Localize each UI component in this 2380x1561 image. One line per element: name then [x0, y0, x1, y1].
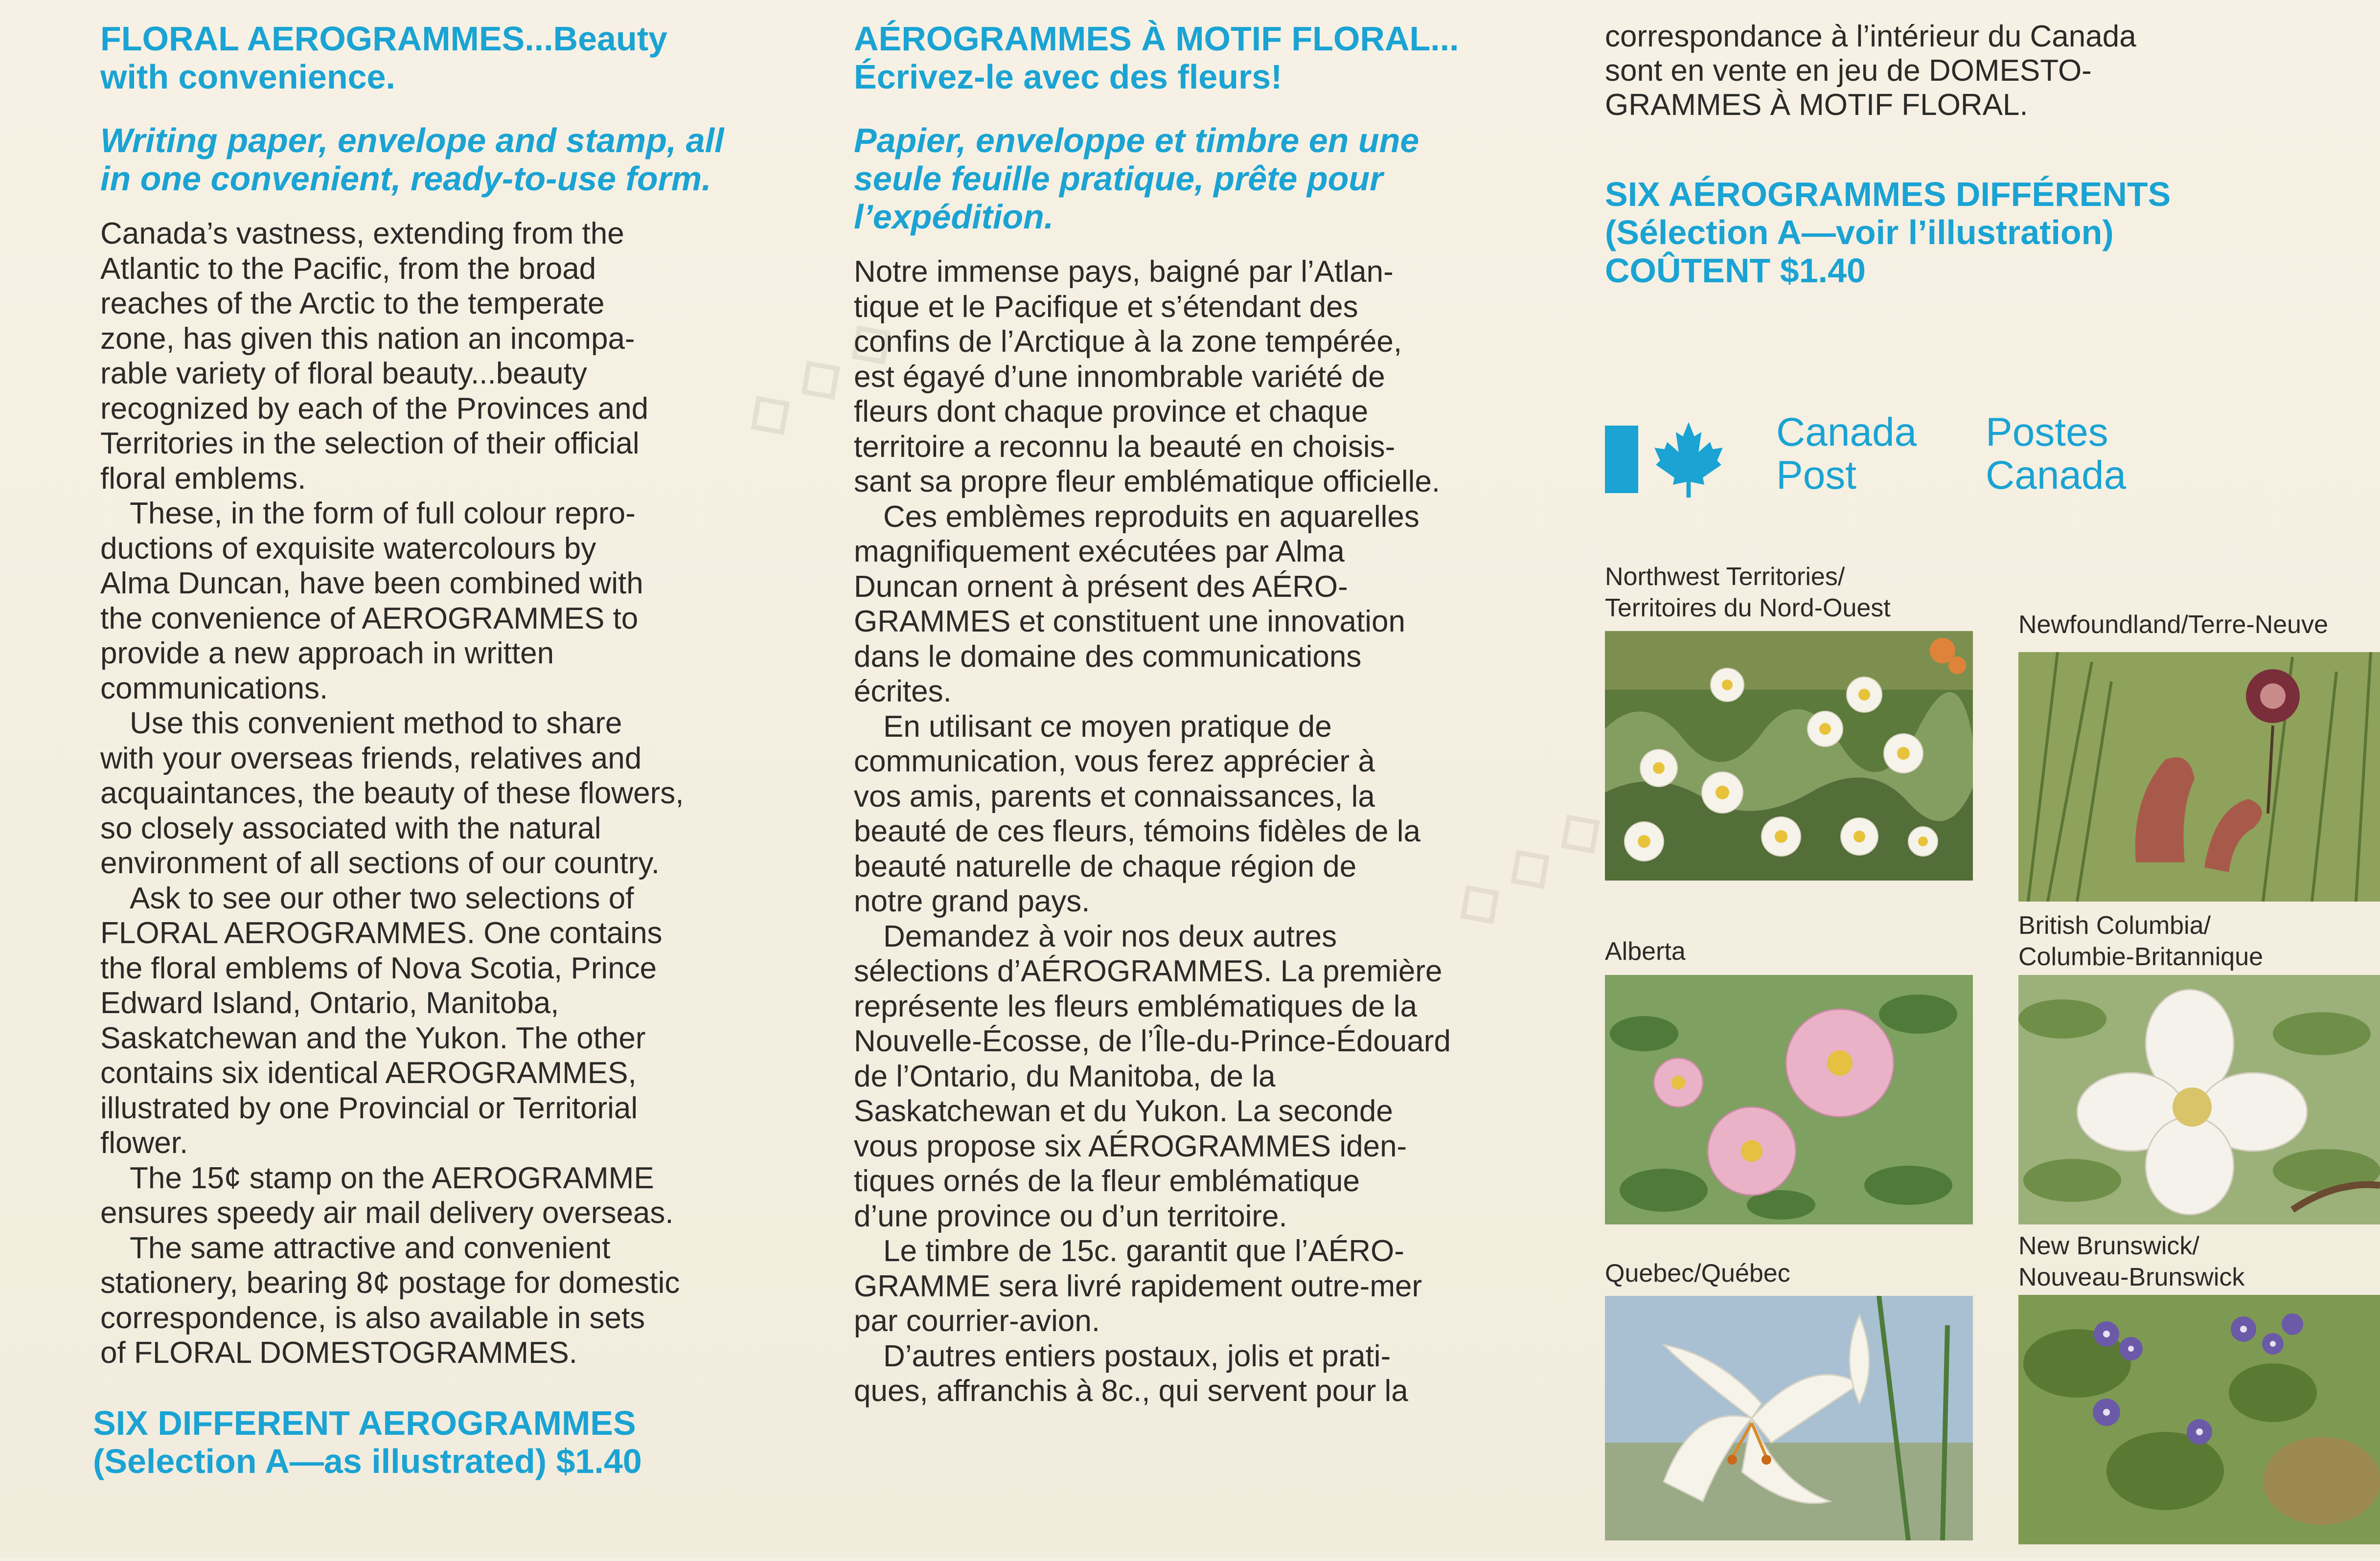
paragraph-line: Alma Duncan, have been combined with	[100, 566, 643, 600]
subheading-line: Papier, enveloppe et timbre en une	[854, 121, 1419, 159]
paragraph-line: communication, vous ferez apprécier à	[854, 745, 1375, 778]
english-column	[93, 20, 785, 1480]
paragraph-line: est égayé d’une innombrable variété de	[854, 360, 1385, 394]
subheading-line: in one convenient, ready-to-use form.	[100, 159, 711, 198]
paragraph	[100, 1231, 785, 1371]
paragraph-line: Atlantic to the Pacific, from the broad	[100, 251, 596, 286]
right-column	[1605, 20, 2380, 1291]
paragraph-line: magnifiquement exécutées par Alma	[854, 535, 1345, 568]
paragraph-line: territoire a reconnu la beauté en choisis-	[854, 430, 1396, 464]
flower-caption	[1605, 1258, 1996, 1289]
price-line: (Selection A—as illustrated) $1.40	[93, 1442, 642, 1480]
paragraph-line: floral emblems.	[100, 461, 306, 496]
paragraph-line: Territories in the selection of their official	[100, 427, 640, 460]
subheading-line: Writing paper, envelope and stamp, all	[100, 121, 724, 159]
price-line: SIX DIFFERENT AEROGRAMMES	[93, 1404, 636, 1442]
paragraph-line: Edward Island, Ontario, Manitoba,	[100, 986, 559, 1020]
paragraph-line: Use this convenient method to share	[130, 706, 622, 740]
price-line: COÛTENT $1.40	[1605, 251, 1866, 290]
paragraph-line: Ask to see our other two selections of	[130, 881, 634, 915]
flower-quebec	[1605, 1258, 1996, 1561]
paragraph	[100, 1161, 785, 1231]
paragraph-line: représente les fleurs emblématiques de la	[854, 989, 1418, 1023]
paragraph-line: notre grand pays.	[854, 884, 1090, 918]
paragraph-line: En utilisant ce moyen pratique de	[883, 709, 1332, 744]
caption-line: Newfoundland/Terre-Neuve	[2018, 611, 2329, 639]
paragraph-line: of FLORAL DOMESTOGRAMMES.	[100, 1336, 577, 1370]
paragraph	[100, 496, 785, 706]
flower-newfoundland	[2018, 609, 2380, 888]
wordmark-line: Post	[1776, 453, 1857, 498]
paragraph-line: zone, has given this nation an incompa-	[100, 321, 635, 356]
paragraph-line: vos amis, parents et connaissances, la	[854, 779, 1375, 814]
dogwood-illustration	[2018, 975, 2380, 1224]
paragraph-line: flower.	[100, 1126, 188, 1160]
paragraph-line: acquaintances, the beauty of these flowers,	[100, 776, 684, 810]
paragraph-line: fleurs dont chaque province et chaque	[854, 395, 1369, 429]
paragraph-line: Saskatchewan et du Yukon. La seconde	[854, 1094, 1393, 1128]
flower-british-columbia	[2018, 910, 2380, 1233]
heading-line: with convenience.	[100, 58, 395, 96]
paragraph-line: confins de l’Arctique à la zone tempérée,	[854, 325, 1402, 359]
wordmark-line: Canada	[1776, 410, 1917, 454]
purple-violet-illustration	[2018, 1295, 2380, 1544]
continuation-line: GRAMMES À MOTIF FLORAL.	[1605, 88, 2028, 122]
subheading-line: l’expédition.	[854, 198, 1054, 236]
heading-line: AÉROGRAMMES À MOTIF FLORAL...	[854, 20, 1459, 58]
paragraph-line: vous propose six AÉROGRAMMES iden-	[854, 1129, 1407, 1163]
paragraph-line: sant sa propre fleur emblématique officielle.	[854, 465, 1441, 498]
paragraph-line: The same attractive and convenient	[130, 1231, 611, 1265]
paragraph-line: ductions of exquisite watercolours by	[100, 531, 596, 566]
french-continuation	[1605, 20, 2380, 122]
paragraph-line: ensures speedy air mail delivery overseas.	[100, 1196, 674, 1230]
french-price	[1605, 175, 2380, 290]
caption-line: British Columbia/	[2018, 911, 2211, 940]
paragraph-line: illustrated by one Provincial or Territorial	[100, 1091, 638, 1125]
paragraph-line: de l’Ontario, du Manitoba, de la	[854, 1059, 1276, 1093]
paragraph-line: correspondence, is also available in sets	[100, 1301, 645, 1335]
paragraph	[854, 919, 1549, 1234]
paragraph-line: D’autres entiers postaux, jolis et prati-	[883, 1339, 1391, 1373]
french-heading	[854, 20, 1549, 96]
pitcher-plant-illustration	[2018, 652, 2380, 902]
heading-line: Écrivez-le avec des fleurs!	[854, 58, 1282, 96]
paragraph-line: communications.	[100, 671, 328, 705]
price-line: (Sélection A—voir l’illustration)	[1605, 213, 2114, 251]
continuation-line: sont en vente en jeu de DOMESTO-	[1605, 54, 2092, 88]
paragraph	[854, 254, 1549, 499]
watermark-mark: ◇ ◇ ◇	[730, 301, 906, 452]
canada-post-wordmark	[1776, 411, 1917, 497]
flower-northwest-territories	[1605, 561, 1996, 864]
caption-line: Territoires du Nord-Ouest	[1605, 594, 1891, 622]
caption-line: Alberta	[1605, 937, 1686, 966]
paragraph-line: écrites.	[854, 675, 952, 708]
mountain-avens-illustration	[1605, 631, 1973, 881]
french-column	[854, 20, 1549, 1409]
paragraph-line: ques, affranchis à 8c., qui servent pour la	[854, 1374, 1408, 1408]
paragraph-line: dans le domaine des communications	[854, 639, 1362, 674]
paragraph-line: GRAMMES et constituent une innovation	[854, 605, 1405, 638]
caption-line: Northwest Territories/	[1605, 563, 1845, 591]
paragraph	[100, 216, 785, 496]
paragraph	[854, 499, 1549, 709]
flower-caption	[2018, 609, 2380, 640]
flower-new-brunswick	[2018, 1230, 2380, 1553]
caption-line: Columbie-Britannique	[2018, 943, 2264, 971]
paragraph-line: reaches of the Arctic to the temperate	[100, 287, 605, 320]
paragraph-line: provide a new approach in written	[100, 636, 554, 670]
paragraph	[100, 881, 785, 1161]
paragraph-line: the convenience of AEROGRAMMES to	[100, 601, 639, 635]
flag-bar-icon	[1605, 426, 1638, 493]
subheading-line: seule feuille pratique, prête pour	[854, 159, 1383, 198]
english-body	[100, 216, 785, 1371]
postes-canada-wordmark	[1986, 411, 2126, 497]
flower-caption	[1605, 561, 1996, 624]
wordmark-line: Canada	[1986, 453, 2127, 498]
paragraph-line: tiques ornés de la fleur emblématique	[854, 1164, 1360, 1198]
wild-rose-illustration	[1605, 975, 1973, 1224]
paragraph-line: so closely associated with the natural	[100, 811, 601, 845]
paragraph-line: Nouvelle-Écosse, de l’Île-du-Prince-Édouard	[854, 1024, 1451, 1058]
paragraph-line: Saskatchewan and the Yukon. The other	[100, 1021, 646, 1055]
english-subheading	[100, 121, 785, 198]
caption-line: New Brunswick/	[2018, 1232, 2199, 1260]
canada-post-logo	[1605, 396, 2380, 509]
paragraph	[854, 1234, 1549, 1339]
caption-line: Nouveau-Brunswick	[2018, 1263, 2245, 1291]
paragraph	[854, 709, 1549, 919]
english-price	[93, 1404, 827, 1480]
paragraph-line: The 15¢ stamp on the AEROGRAMME	[130, 1161, 654, 1195]
paragraph-line: stationery, bearing 8¢ postage for domestic	[100, 1266, 680, 1300]
paragraph-line: d’une province ou d’un territoire.	[854, 1199, 1287, 1233]
continuation-line: correspondance à l’intérieur du Canada	[1605, 20, 2136, 53]
paragraph-line: Duncan ornent à présent des AÉRO-	[854, 569, 1348, 604]
maple-leaf-icon	[1652, 421, 1725, 499]
caption-line: Quebec/Québec	[1605, 1259, 1790, 1288]
watermark-mark: ◇ ◇ ◇	[1440, 790, 1615, 941]
paragraph-line: Canada’s vastness, extending from the	[100, 217, 624, 250]
paragraph-line: contains six identical AEROGRAMMES,	[100, 1056, 637, 1090]
paragraph-line: Demandez à voir nos deux autres	[883, 919, 1337, 953]
paragraph-line: environment of all sections of our country.	[100, 846, 660, 880]
white-lily-illustration	[1605, 1296, 1973, 1540]
paragraph-line: Ces emblèmes reproduits en aquarelles	[883, 499, 1419, 534]
paragraph-line: beauté naturelle de chaque région de	[854, 849, 1357, 883]
flower-caption	[2018, 910, 2380, 973]
flower-alberta	[1605, 936, 1996, 1239]
paragraph-line: recognized by each of the Provinces and	[100, 391, 649, 426]
paragraph-line: GRAMME sera livré rapidement outre-mer	[854, 1269, 1422, 1303]
french-subheading	[854, 121, 1549, 236]
paragraph	[854, 1339, 1549, 1409]
paragraph-line: rable variety of floral beauty...beauty	[100, 357, 587, 390]
paragraph-line: Notre immense pays, baigné par l’Atlan-	[854, 255, 1394, 289]
french-body	[854, 254, 1549, 1409]
paragraph-line: par courrier-avion.	[854, 1304, 1100, 1338]
paragraph-line: These, in the form of full colour repro-	[130, 497, 636, 530]
paragraph	[100, 706, 785, 881]
paragraph-line: with your overseas friends, relatives and	[100, 741, 642, 775]
paragraph-line: tique et le Pacifique et s’étendant des	[854, 290, 1358, 324]
flower-caption	[1605, 936, 1996, 967]
flower-caption	[2018, 1230, 2380, 1293]
paragraph-line: the floral emblems of Nova Scotia, Prince	[100, 951, 657, 985]
paragraph-line: Le timbre de 15c. garantit que l’AÉRO-	[883, 1234, 1404, 1268]
paragraph-line: sélections d’AÉROGRAMMES. La première	[854, 954, 1442, 988]
heading-line: FLORAL AEROGRAMMES...Beauty	[100, 20, 667, 58]
price-line: SIX AÉROGRAMMES DIFFÉRENTS	[1605, 175, 2171, 213]
paragraph-line: beauté de ces fleurs, témoins fidèles de la	[854, 814, 1421, 848]
english-heading	[100, 20, 785, 96]
wordmark-line: Postes	[1986, 410, 2108, 454]
paragraph-line: FLORAL AEROGRAMMES. One contains	[100, 916, 663, 950]
